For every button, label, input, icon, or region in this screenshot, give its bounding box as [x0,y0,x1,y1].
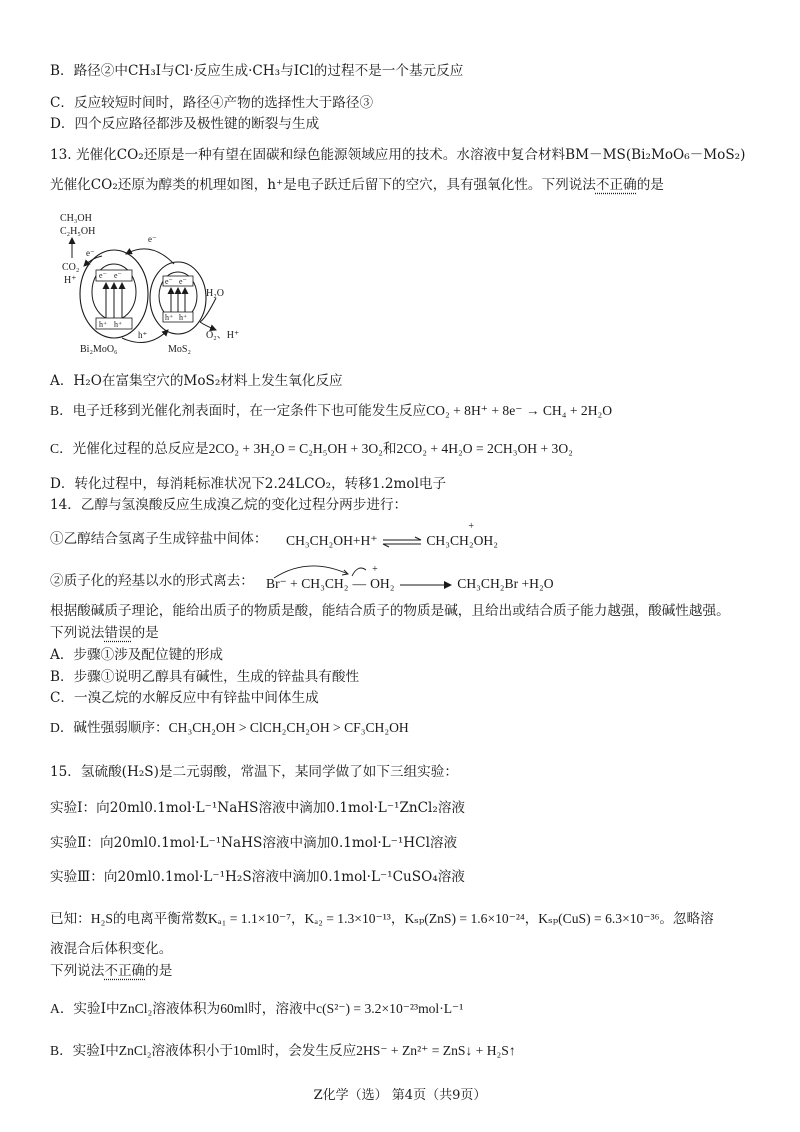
q14-theory-line1: 根据酸碱质子理论，能给出质子的物质是酸，能结合质子的物质是碱，且给出或结合质子能力越强，酸碱性越强。 [50,603,730,619]
q13-emphasis: 不正确 [595,177,637,193]
label-e-left: e⁻ [86,248,95,258]
q15-question-end: 的是 [145,963,173,979]
q13-option-a: A．H₂O在富集空穴的MoS₂材料上发生氧化反应 [50,373,343,389]
q13-option-c: C．光催化过程的总反应是2CO₂ + 3H₂O = C₂H₅OH + 3O₂和2CO₂ + 4H₂O = 2CH₃OH + 3O₂ [50,441,573,456]
oxonium-charge: + [468,521,474,532]
q14-question-text: 下列说法 [50,625,105,641]
q14-question [50,624,159,642]
leaving-curved-arrow [352,568,366,576]
label-co2: CO₂ [62,262,80,273]
q15-option-a: A．实验Ⅰ中ZnCl₂溶液体积为60ml时，溶液中c(S²⁻) = 3.2×10⁻²³mol·L⁻¹ [50,1001,464,1016]
q14-question-end: 的是 [131,625,159,641]
q14-step1: ①乙醇结合氢离子生成锌盐中间体： [50,531,268,547]
q13-stem-end: 的是 [636,177,664,193]
reaction-arrow [398,580,454,590]
curved-arrows [268,560,378,580]
mos2-electron: e⁻ [179,277,187,286]
q14-option-c: C．一溴乙烷的水解反应中有锌盐中间体生成 [50,690,319,706]
reaction-1-left: CH₃CH₂OH+H⁺ [286,533,378,548]
bimoo6-hole: h⁺ [99,320,108,329]
label-o2-hplus: O₂、H⁺ [206,330,240,341]
reaction-1 [286,521,498,549]
q13-stem-line2 [50,176,664,194]
q15-emphasis: 不正确 [104,963,146,979]
bimoo6-electron: e⁻ [114,271,122,280]
q15-question-text: 下列说法 [50,963,105,979]
q14-option-a: A．步骤①涉及配位键的形成 [50,647,223,663]
q12-option-c: C．反应较短时间时，路径④产物的选择性大于路径③ [50,95,374,111]
oxidation-product-arrow [200,322,216,330]
q14-step2: ②质子化的羟基以水的形式离去： [50,573,254,589]
label-bimoo6: Bi₂MoO₆ [80,344,118,355]
q14-stem: 14．乙醇与氢溴酸反应生成溴乙烷的变化过程分两步进行： [50,497,408,513]
q15-option-b: B．实验Ⅰ中ZnCl₂溶液体积小于10ml时，会发生反应2HS⁻ + Zn²⁺ = ZnS↓ + H₂S↑ [50,1043,516,1058]
page-footer: Z化学（选） 第4页（共9页） [313,1088,487,1103]
bimoo6-electron: e⁻ [99,271,107,280]
q13-option-b: B．电子迁移到光催化剂表面时，在一定条件下也可能发生反应CO₂ + 8H⁺ + 8e⁻ → CH₄ + 2H₂O [50,403,613,418]
q13-option-d: D．转化过程中，每消耗标准状况下2.24LCO₂，转移1.2mol电子 [50,476,447,492]
nucleophile-curved-arrow [274,566,348,578]
label-h-arrow: h⁺ [138,330,148,340]
q15-experiment-3: 实验Ⅲ：向20ml0.1mol·L⁻¹H₂S溶液中滴加0.1mol·L⁻¹CuSO₄溶液 [50,869,465,885]
mos2-electron: e⁻ [165,277,173,286]
q15-stem: 15．氢硫酸(H₂S)是二元弱酸，常温下，某同学做了如下三组实验： [50,764,458,780]
electron-transfer-arrow [126,249,174,264]
q13-stem-line1: 13. 光催化CO₂还原是一种有望在固碳和绿色能源领域应用的技术。水溶液中复合材料BM－MS(Bi₂MoO₆－MoS₂) [50,147,746,163]
q14-option-b: B．步骤①说明乙醇具有碱性，生成的锌盐具有酸性 [50,669,360,685]
reaction-1-right [426,521,498,548]
q15-experiment-2: 实验Ⅱ：向20ml0.1mol·L⁻¹NaHS溶液中滴加0.1mol·L⁻¹HCl溶液 [50,835,458,851]
bimoo6-hole: h⁺ [114,320,123,329]
q15-known-line1: 已知：H₂S的电离平衡常数Kₐ₁ = 1.1×10⁻⁷，Kₐ₂ = 1.3×10⁻¹³，Kₛₚ(ZnS) = 1.6×10⁻²⁴，Kₛₚ(CuS) = 6.3×10⁻³⁶。忽略溶 [50,911,714,926]
label-e-top: e⁻ [148,234,157,244]
photocatalysis-diagram [56,206,256,358]
mos2-hole: h⁺ [165,313,174,322]
reaction-2-right: CH₃CH₂Br +H₂O [457,576,554,591]
label-h2o: H₂O [206,288,224,299]
reaction-1-product: CH₃CH₂OH₂ [426,533,498,548]
q14-option-d: D．碱性强弱顺序：CH₃CH₂OH > ClCH₂CH₂OH > CF₃CH₂OH [50,720,409,735]
q15-known-line2: 液混合后体积变化。 [50,941,173,957]
label-hplus: H⁺ [64,275,77,286]
reaction-2-oh2: OH₂ [370,576,395,591]
reaction-2-left: Br⁻ + CH₃CH₂ [266,576,349,591]
label-c2h5oh: C₂H₅OH [60,226,96,237]
h2o-oxidation-path [200,298,216,322]
equilibrium-arrow [381,536,423,548]
q15-question [50,962,172,980]
mos2-hole: h⁺ [179,313,188,322]
q12-option-b: B．路径②中CH₃I与Cl·反应生成·CH₃与ICl的过程不是一个基元反应 [50,63,464,79]
q13-stem-text: 光催化CO₂还原为醇类的机理如图，h⁺是电子跃迁后留下的空穴，具有强氧化性。下列说法 [50,177,596,193]
label-ch3oh: CH₃OH [60,213,92,224]
leaving-group-charge: + [372,564,378,575]
q15-experiment-1: 实验Ⅰ：向20ml0.1mol·L⁻¹NaHS溶液中滴加0.1mol·L⁻¹ZnCl₂溶液 [50,800,466,816]
q14-emphasis: 错误 [104,625,132,641]
bond-dash: — [352,576,367,591]
q12-option-d: D．四个反应路径都涉及极性键的断裂与生成 [50,116,320,132]
label-mos2: MoS₂ [168,344,191,355]
